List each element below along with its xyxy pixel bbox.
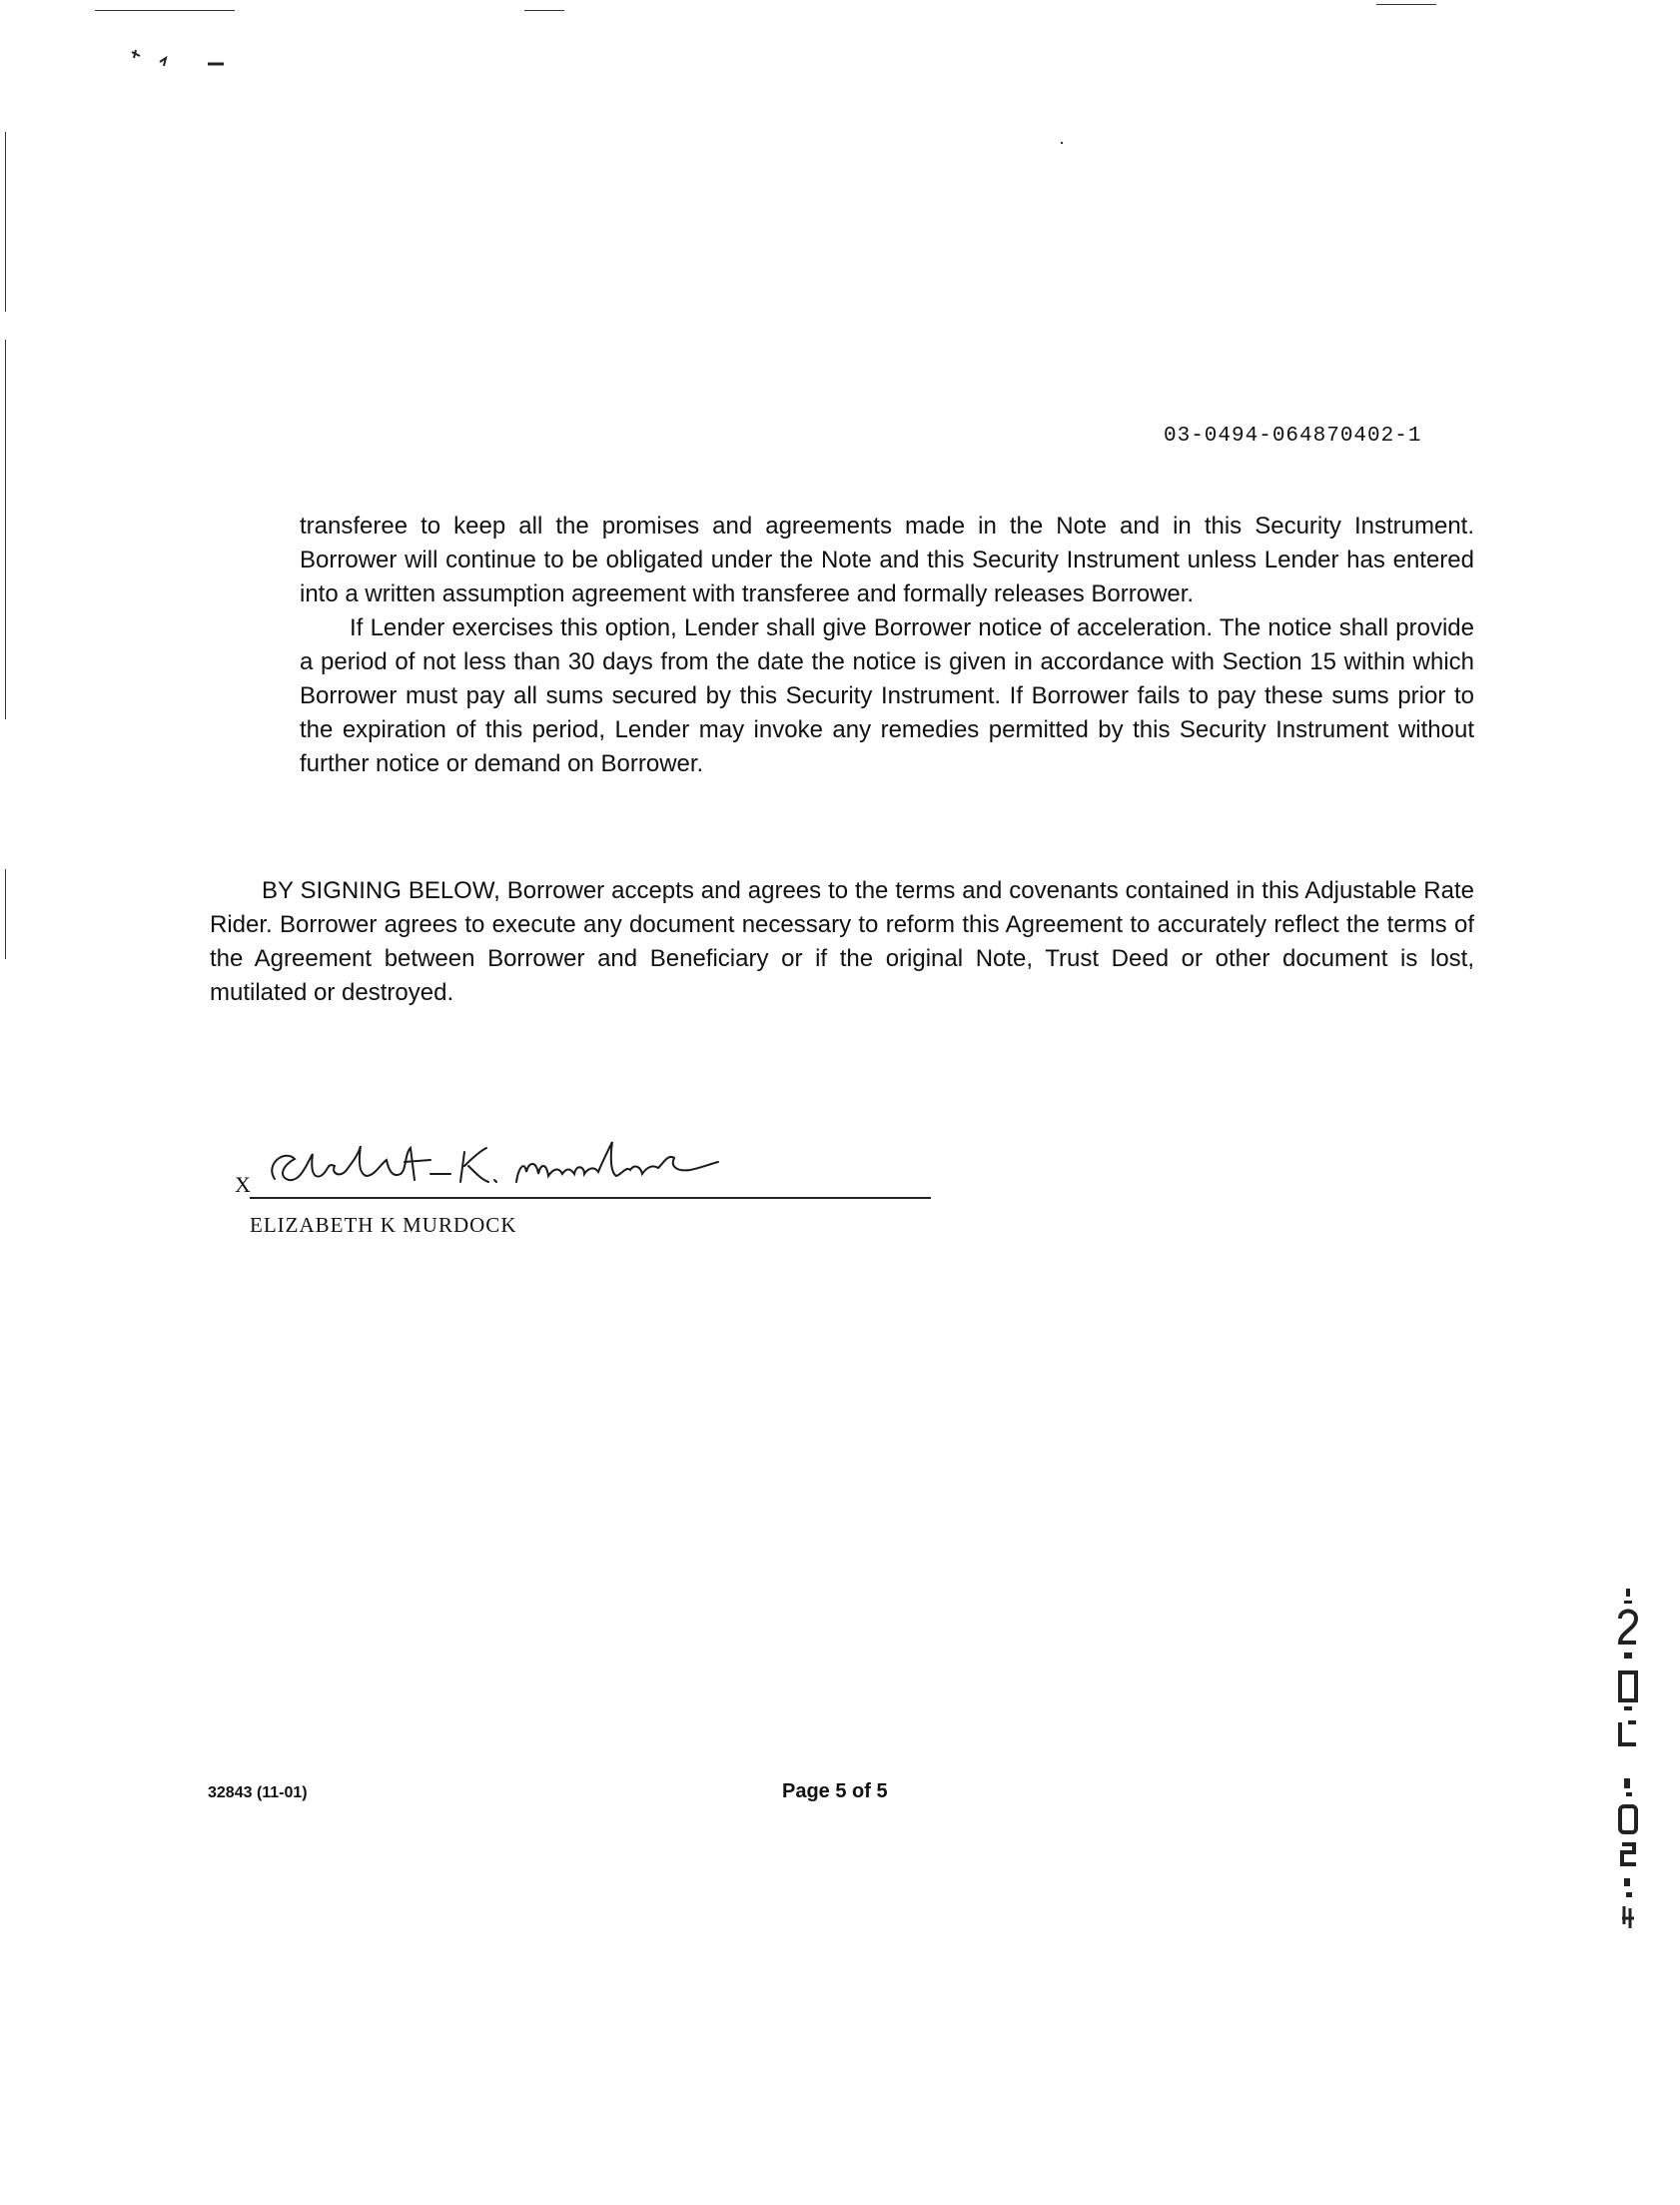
page-number: Page 5 of 5 [782,1780,888,1802]
form-code: 32843 (11-01) [208,1784,308,1801]
corner-scan-marks [120,40,240,80]
handwritten-signature [255,1124,724,1204]
paragraph-assumption: transferee to keep all the promises and agreements made in the Note and in this Security Instrument. Borrower will continue to be obligated under the Note and this Security Instrument unless Lender has entered into a written assumption agreement with transferee and formally releases Borrower. [300,513,1474,607]
left-margin-rule-1 [5,132,6,312]
paragraph-acceleration-notice: If Lender exercises this option, Lender shall give Borrower notice of acceleration. The notice shall provide a period of not less than 30 days from the date the notice is given in accordance with Section 15 within which Borrower must pay all sums secured by this Security Instrument. If Borrower fails to pay these sums prior to the expiration of this period, Lender may invoke any remedies permitted by this Security Instrument without further notice or demand on Borrower. [300,614,1474,777]
left-margin-rule-2 [5,340,6,719]
top-border-line-right [1376,4,1436,5]
signature-line [250,1197,931,1199]
signature-mark: X [235,1172,251,1197]
vertical-recording-stamp [1608,1589,1648,1968]
top-border-line-center [524,10,564,11]
paragraph-signing-statement: BY SIGNING BELOW, Borrower accepts and agrees to the terms and covenants contained in this Adjustable Rate Rider. Borrower agrees to execute any document necessary to reform this Agreement to accurately reflect the terms of the Agreement between Borrower and Beneficiary or if the original Note, Trust Deed or other document is lost, mutilated or destroyed. [210,877,1474,1006]
document-number: 03-0494-064870402-1 [1164,425,1422,448]
left-margin-rule-3 [5,869,6,959]
signer-name: ELIZABETH K MURDOCK [250,1213,517,1237]
top-border-line-left [95,10,235,11]
stray-dot [1061,142,1063,144]
continued-section [300,510,1474,781]
